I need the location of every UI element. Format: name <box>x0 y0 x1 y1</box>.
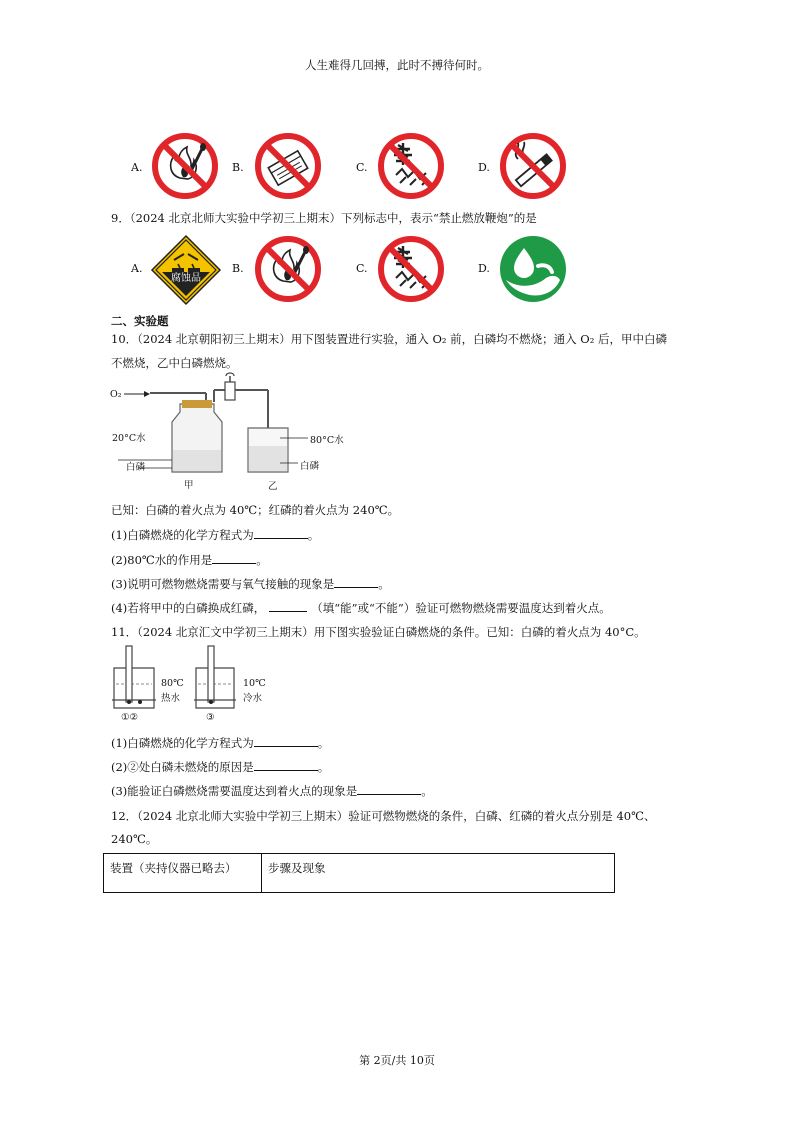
right-marker: ③ <box>206 712 215 723</box>
right-water-label: 冷水 <box>243 693 263 704</box>
no-matches-icon <box>253 234 323 304</box>
q10-part1 <box>111 527 319 543</box>
q11-stem: 11．（2024 北京汇文中学初三上期末）用下图实验验证白磷燃烧的条件。已知：白磷的着火点为 40°C。 <box>111 625 646 639</box>
q10-stem-line1: 10．（2024 北京朝阳初三上期末）用下图装置进行实验，通入 O₂ 前，白磷均不燃烧；通入 O₂ 后，甲中白磷 <box>111 332 667 346</box>
q10-part4-text-b: （填“能”或“不能”）验证可燃物燃烧需要温度达到着火点。 <box>311 601 611 615</box>
answer-blank[interactable] <box>254 527 308 539</box>
q11-part3-text: (3)能验证白磷燃烧需要温度达到着火点的现象是 <box>111 784 358 798</box>
q9-option-c-label: C. <box>356 262 368 275</box>
q10-part2-text: (2)80℃水的作用是 <box>111 553 213 567</box>
q10-part1-text: (1)白磷燃烧的化学方程式为 <box>111 528 254 542</box>
q8-option-d-label: D. <box>478 161 490 174</box>
q11-part1-end: 。 <box>317 736 330 750</box>
table-header-steps: 步骤及现象 <box>262 854 615 893</box>
q12-stem-line2: 240℃。 <box>111 832 158 846</box>
q9-option-a-label: A. <box>131 262 143 275</box>
left-phosphorus-label: 白磷 <box>126 462 146 473</box>
no-matchbox-icon <box>253 131 323 201</box>
no-firecrackers-icon <box>376 131 446 201</box>
q10-part4 <box>111 600 611 616</box>
page-header: 人生难得几回搏，此时不搏待何时。 <box>305 58 489 72</box>
q12-table <box>103 853 615 893</box>
q8-option-a-label: A. <box>131 161 143 174</box>
answer-blank[interactable] <box>212 552 256 564</box>
q10-part3-end: 。 <box>378 577 390 591</box>
q10-part2 <box>111 552 268 568</box>
q10-part3 <box>111 576 390 592</box>
right-vessel-name: 乙 <box>268 481 278 492</box>
corrosive-sign-text: 腐蚀品 <box>171 273 201 284</box>
q11-part1 <box>111 735 329 751</box>
answer-blank[interactable] <box>334 576 378 588</box>
o2-label: O₂ <box>110 389 122 400</box>
q11-part2 <box>111 759 329 775</box>
q11-part2-end: 。 <box>317 760 330 774</box>
left-water-label: 热水 <box>161 693 181 704</box>
q12-stem-line1: 12．（2024 北京北师大实验中学初三上期末）验证可燃物燃烧的条件，白磷、红磷的着火点分别是 40℃、 <box>111 809 656 823</box>
q10-part3-text: (3)说明可燃物燃烧需要与氧气接触的现象是 <box>111 577 335 591</box>
water-saving-icon <box>498 234 568 304</box>
q11-part3-end: 。 <box>421 784 433 798</box>
answer-blank[interactable] <box>254 735 318 747</box>
q8-option-b-label: B. <box>232 161 244 174</box>
q9-option-b-label: B. <box>232 262 244 275</box>
q8-option-c-label: C. <box>356 161 368 174</box>
q11-part3 <box>111 783 433 799</box>
no-firecrackers-icon <box>376 234 446 304</box>
q9-option-d-label: D. <box>478 262 490 275</box>
answer-blank[interactable] <box>254 759 318 771</box>
q10-part1-end: 。 <box>307 528 320 542</box>
q10-known: 已知：白磷的着火点为 40℃；红磷的着火点为 240℃。 <box>111 503 400 517</box>
right-temp-label: 10℃ <box>243 678 266 689</box>
q10-part2-end: 。 <box>256 553 268 567</box>
q10-part4-text-a: (4)若将甲中的白磷换成红磷， <box>111 601 266 615</box>
table-header-apparatus: 装置（夹持仪器已略去） <box>104 854 262 893</box>
no-matches-icon <box>150 131 220 201</box>
no-smoking-icon <box>498 131 568 201</box>
q11-part1-text: (1)白磷燃烧的化学方程式为 <box>111 736 254 750</box>
answer-blank[interactable] <box>269 600 307 612</box>
right-water-label: 80°C水 <box>310 435 344 446</box>
answer-blank[interactable] <box>357 783 421 795</box>
left-markers: ①② <box>121 712 139 723</box>
right-phosphorus-label: 白磷 <box>300 461 320 472</box>
section-title: 二、实验题 <box>111 314 169 328</box>
q9-stem: 9．（2024 北京北师大实验中学初三上期末）下列标志中，表示“禁止燃放鞭炮”的是 <box>111 211 537 225</box>
left-temp-label: 80℃ <box>161 678 184 689</box>
table-row <box>104 854 615 893</box>
page-footer: 第 2页/共 10页 <box>359 1054 435 1067</box>
left-water-label: 20°C水 <box>112 433 146 444</box>
q11-part2-text: (2)②处白磷未燃烧的原因是 <box>111 760 254 774</box>
left-vessel-name: 甲 <box>184 480 194 491</box>
q10-stem-line2: 不燃烧，乙中白磷燃烧。 <box>111 356 238 370</box>
